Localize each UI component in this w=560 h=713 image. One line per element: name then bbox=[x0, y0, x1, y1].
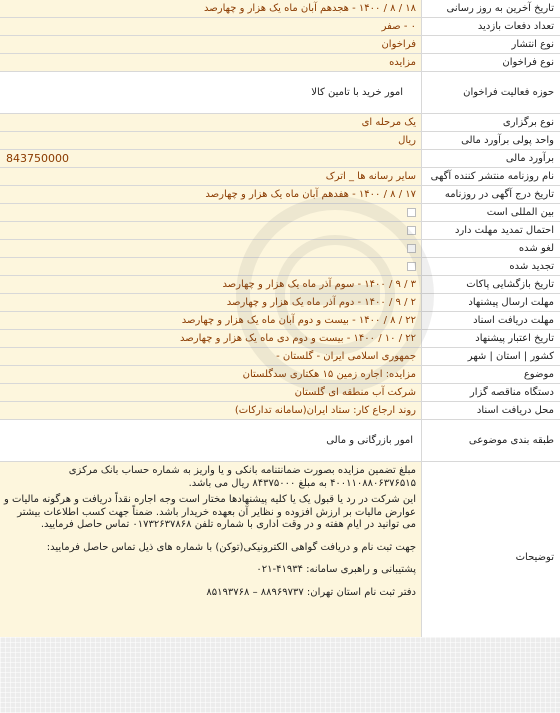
row-category bbox=[0, 420, 560, 462]
row-extension bbox=[0, 222, 560, 240]
call-type-label: نوع فراخوان bbox=[422, 54, 560, 71]
activity-area-value: امور خرید با تامین کالا bbox=[0, 72, 422, 113]
row-renewed bbox=[0, 258, 560, 276]
description-paragraph: این شرکت در رد یا قبول یک یا کلیه پیشنهادها مختار است وجه اجاره نقداً دریافت و هرگونه مالیات و عوارض مالیات بر ارزش افزوده و نظایر آن بعهده خریدار باشد. ضمناً جهت کسب اطلاعات بیشتر می توانید در ایام هفته و در وقت اداری با شماره تلفن ۰۱۷۳۲۶۳۷۸۶۸ تماس حاصل فرمایید. bbox=[3, 494, 416, 530]
publish-type-value: فراخوان bbox=[0, 36, 422, 53]
opening-date-label: تاریخ بازگشایی پاکات bbox=[422, 276, 560, 293]
renewed-label: تجدید شده bbox=[422, 258, 560, 275]
row-newspaper bbox=[0, 168, 560, 186]
extension-checkbox bbox=[407, 226, 416, 235]
validity-label: تاریخ اعتبار پیشنهاد bbox=[422, 330, 560, 347]
international-label: بین المللی است bbox=[422, 204, 560, 221]
row-opening-date bbox=[0, 276, 560, 294]
row-stages bbox=[0, 114, 560, 132]
publish-type-label: نوع انتشار bbox=[422, 36, 560, 53]
row-validity bbox=[0, 330, 560, 348]
row-estimate bbox=[0, 150, 560, 168]
international-value bbox=[0, 204, 422, 221]
row-activity-area bbox=[0, 72, 560, 114]
description-paragraph: جهت ثبت نام و دریافت گواهی الکترونیکی(توکن) با شماره های ذیل تماس حاصل فرمایید: bbox=[46, 541, 416, 553]
validity-value: ۲۲ / ۱۰ / ۱۴۰۰ - بیست و دوم دی ماه یک هزار و چهارصد bbox=[0, 330, 422, 347]
row-description bbox=[0, 462, 560, 654]
stages-label: نوع برگزاری bbox=[422, 114, 560, 131]
estimate-value: 843750000 bbox=[0, 150, 422, 167]
cancelled-value bbox=[0, 240, 422, 257]
location-value: جمهوری اسلامی ایران - گلستان - bbox=[0, 348, 422, 365]
renewed-checkbox bbox=[407, 262, 416, 271]
subject-label: موضوع bbox=[422, 366, 560, 383]
row-publish-type bbox=[0, 36, 560, 54]
row-subject bbox=[0, 366, 560, 384]
estimate-label: برآورد مالی bbox=[422, 150, 560, 167]
international-checkbox bbox=[407, 208, 416, 217]
row-cancelled bbox=[0, 240, 560, 258]
receive-deadline-label: مهلت دریافت اسناد bbox=[422, 312, 560, 329]
newspaper-date-label: تاریخ درج آگهی در روزنامه bbox=[422, 186, 560, 203]
subject-value: مزایده: اجاره زمین ۱۵ هکتاری سدگلستان bbox=[0, 366, 422, 383]
organizer-value: شرکت آب منطقه ای گلستان bbox=[0, 384, 422, 401]
row-visit-count bbox=[0, 18, 560, 36]
row-international bbox=[0, 204, 560, 222]
row-newspaper-date bbox=[0, 186, 560, 204]
footer-pattern bbox=[0, 637, 560, 713]
row-last-update bbox=[0, 0, 560, 18]
visit-count-label: تعداد دفعات بازدید bbox=[422, 18, 560, 35]
doc-place-label: محل دریافت اسناد bbox=[422, 402, 560, 419]
row-call-type bbox=[0, 54, 560, 72]
last-update-value: ۱۸ / ۸ / ۱۴۰۰ - هجدهم آبان ماه یک هزار و چهارصد bbox=[0, 0, 422, 17]
newspaper-value: سایر رسانه ها _ اترک bbox=[0, 168, 422, 185]
location-label: کشور | استان | شهر bbox=[422, 348, 560, 365]
stages-value: یک مرحله ای bbox=[0, 114, 422, 131]
organizer-label: دستگاه مناقصه گزار bbox=[422, 384, 560, 401]
cancelled-label: لغو شده bbox=[422, 240, 560, 257]
category-value: امور بازرگانی و مالی bbox=[0, 420, 422, 461]
extension-value bbox=[0, 222, 422, 239]
doc-place-value: روند ارجاع کار: ستاد ایران(سامانه تدارکات) bbox=[0, 402, 422, 419]
extension-label: احتمال تمدید مهلت دارد bbox=[422, 222, 560, 239]
newspaper-date-value: ۱۷ / ۸ / ۱۴۰۰ - هفدهم آبان ماه یک هزار و چهارصد bbox=[0, 186, 422, 203]
cancelled-checkbox bbox=[407, 244, 416, 253]
call-type-value: مزایده bbox=[0, 54, 422, 71]
row-location bbox=[0, 348, 560, 366]
description-value bbox=[0, 462, 422, 653]
renewed-value bbox=[0, 258, 422, 275]
description-paragraph: دفتر ثبت نام استان تهران: ۸۸۹۶۹۷۳۷ – ۸۵۱۹۳۷۶۸ bbox=[206, 586, 416, 598]
description-paragraph: مبلغ تضمین مزایده بصورت ضمانتنامه بانکی و یا واریز به شماره حساب بانک مرکزی ۴۰۰۱۱۰۸۸۰۶۳۷۶۵۱۵ به مبلغ ۸۴۳۷۵۰۰۰ ریال می باشد. bbox=[68, 465, 416, 489]
row-submit-deadline bbox=[0, 294, 560, 312]
description-paragraph: پشتیبانی و راهبری سامانه: ۴۱۹۳۴-۰۲۱ bbox=[256, 564, 416, 575]
description-label: توضیحات bbox=[422, 462, 560, 653]
currency-value: ریال bbox=[0, 132, 422, 149]
last-update-label: تاریخ آخرین به روز رسانی bbox=[422, 0, 560, 17]
row-organizer bbox=[0, 384, 560, 402]
row-currency bbox=[0, 132, 560, 150]
category-label: طبقه بندی موضوعی bbox=[422, 420, 560, 461]
activity-area-label: حوزه فعالیت فراخوان bbox=[422, 72, 560, 113]
currency-label: واحد پولی برآورد مالی bbox=[422, 132, 560, 149]
receive-deadline-value: ۲۲ / ۸ / ۱۴۰۰ - بیست و دوم آبان ماه یک هزار و چهارصد bbox=[0, 312, 422, 329]
newspaper-label: نام روزنامه منتشر کننده آگهی bbox=[422, 168, 560, 185]
row-doc-place bbox=[0, 402, 560, 420]
visit-count-value: ۰ - صفر bbox=[0, 18, 422, 35]
submit-deadline-label: مهلت ارسال پیشنهاد bbox=[422, 294, 560, 311]
row-receive-deadline bbox=[0, 312, 560, 330]
opening-date-value: ۳ / ۹ / ۱۴۰۰ - سوم آذر ماه یک هزار و چهارصد bbox=[0, 276, 422, 293]
submit-deadline-value: ۲ / ۹ / ۱۴۰۰ - دوم آذر ماه یک هزار و چهارصد bbox=[0, 294, 422, 311]
